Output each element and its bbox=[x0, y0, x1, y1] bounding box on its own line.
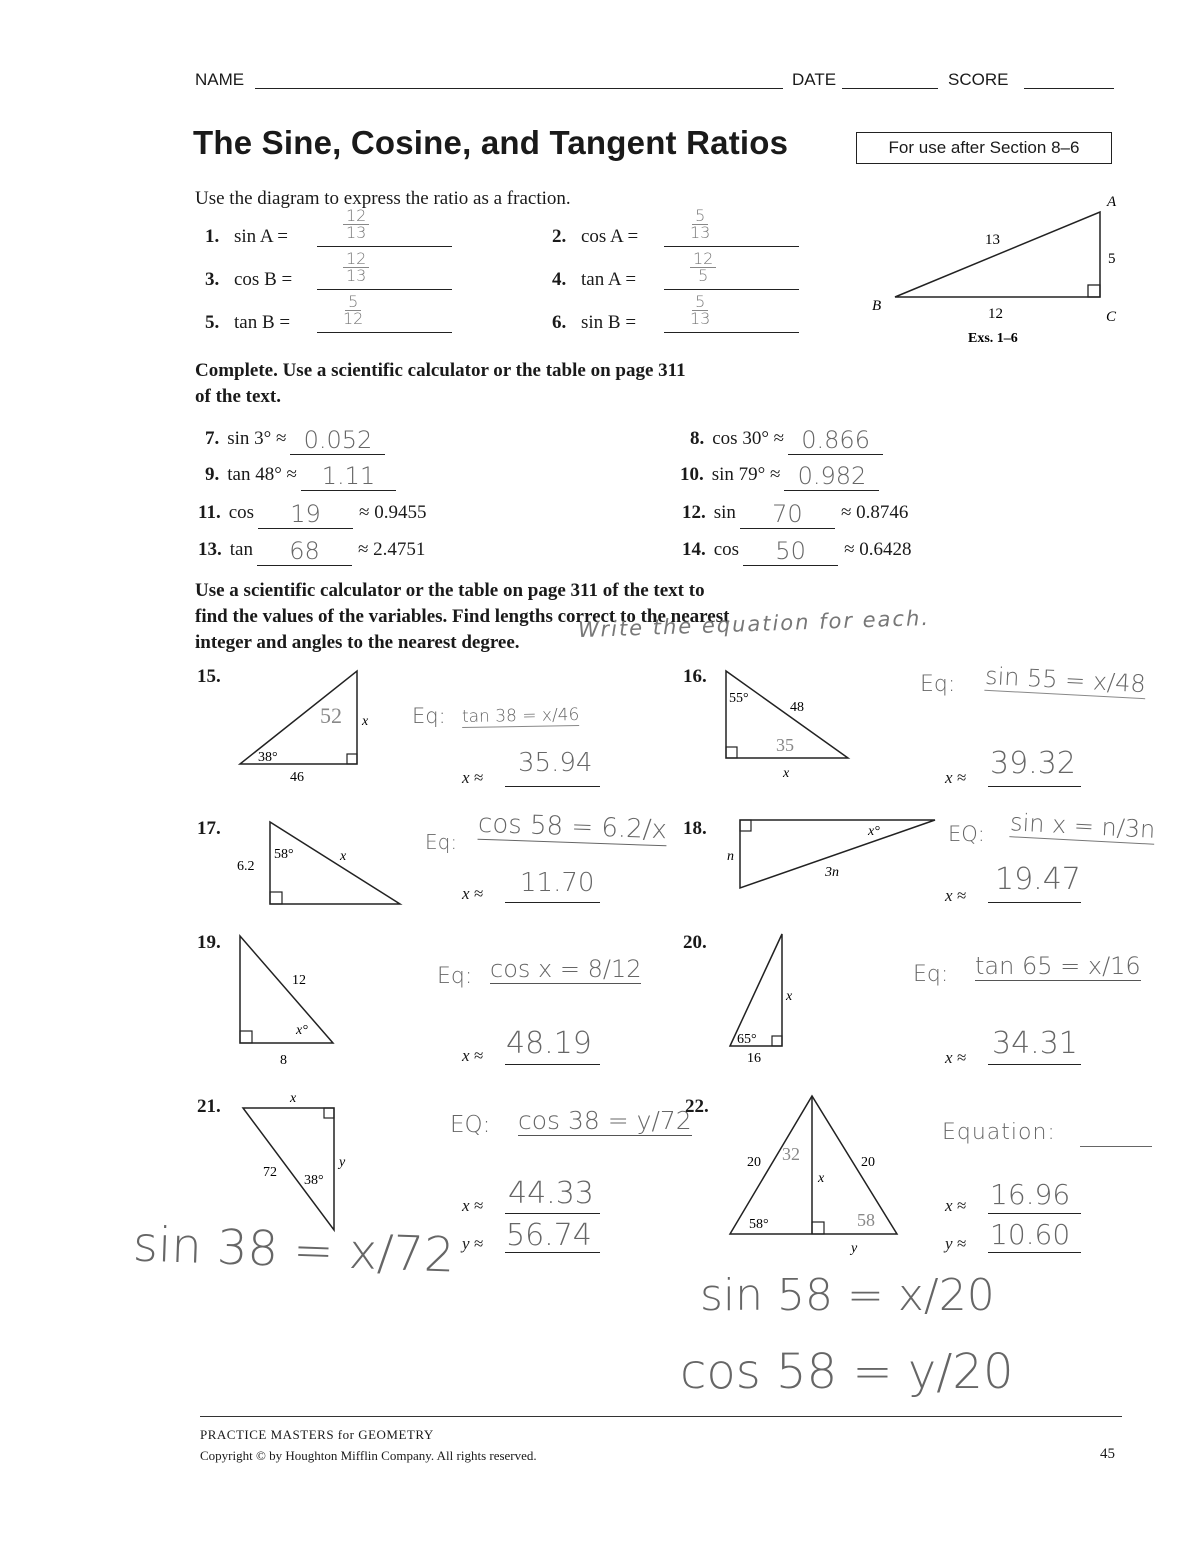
page-number: 45 bbox=[1100, 1446, 1115, 1462]
p20-base: 16 bbox=[747, 1051, 761, 1066]
p17-number: 17. bbox=[197, 818, 221, 839]
p17-triangle bbox=[230, 812, 410, 912]
p21-angle: 38° bbox=[304, 1173, 324, 1188]
part1-item-number: 6. bbox=[552, 312, 567, 333]
part2-item-expr: tan 48° ≈ bbox=[227, 464, 297, 485]
p21-y-label: y ≈ bbox=[462, 1234, 484, 1253]
p15-var: x bbox=[362, 714, 369, 729]
part2-answer[interactable]: 68 bbox=[257, 537, 352, 566]
p22-var-x: x bbox=[818, 1171, 825, 1186]
p22-angle2: 58 bbox=[857, 1210, 875, 1230]
part2-item-expr: cos bbox=[713, 539, 740, 560]
p19-number: 19. bbox=[197, 932, 221, 953]
p18-triangle bbox=[720, 808, 950, 898]
p22-left: 20 bbox=[747, 1155, 761, 1170]
p15-eq-label: Eq: bbox=[412, 704, 446, 728]
footer-line1: PRACTICE MASTERS for GEOMETRY bbox=[200, 1427, 434, 1442]
part2-item-result: ≈ 0.6428 bbox=[844, 539, 912, 560]
part1-answer-numerator: 5 bbox=[692, 294, 708, 311]
p15-eq: tan 38 = x/46 bbox=[461, 704, 580, 728]
part1-answer-numerator: 5 bbox=[345, 294, 361, 311]
label-a: A bbox=[1107, 194, 1117, 210]
label-leg-h: 12 bbox=[988, 306, 1003, 322]
p21-y-answer: 56.74 bbox=[506, 1218, 592, 1253]
p19-angle: x° bbox=[296, 1023, 308, 1038]
part2-item-number: 10. bbox=[680, 464, 704, 485]
part3-instruction-2: find the values of the variables. Find lengths correct to the nearest bbox=[195, 606, 730, 627]
p19-eq-label: Eq: bbox=[437, 964, 473, 989]
date-field[interactable] bbox=[842, 88, 938, 89]
p22-y-label: y ≈ bbox=[945, 1234, 967, 1253]
p19-triangle bbox=[230, 928, 360, 1068]
part1-answer bbox=[343, 294, 363, 327]
footer-rule bbox=[200, 1416, 1122, 1417]
p16-x-label: x ≈ bbox=[945, 768, 967, 787]
p21-side: y bbox=[339, 1155, 346, 1170]
p15-x-label: x ≈ bbox=[462, 768, 484, 787]
p22-x-answer: 16.96 bbox=[990, 1178, 1071, 1211]
p16-triangle bbox=[718, 665, 868, 785]
diagram-caption: Exs. 1–6 bbox=[968, 331, 1018, 346]
part3-instruction-1: Use a scientific calculator or the table on page 311 of the text to bbox=[195, 580, 705, 601]
date-label: DATE bbox=[792, 70, 837, 89]
part2-item-expr: cos bbox=[228, 502, 255, 523]
right-angle-mark bbox=[1088, 285, 1100, 297]
part2-instruction-1: Complete. Use a scientific calculator or the table on page 311 bbox=[195, 360, 686, 381]
part2-item bbox=[682, 496, 909, 528]
p18-side: n bbox=[727, 849, 734, 864]
p17-x-label: x ≈ bbox=[462, 884, 484, 903]
p22-number: 22. bbox=[685, 1096, 709, 1117]
part2-item-expr: sin 79° ≈ bbox=[711, 464, 781, 485]
p22-x-label: x ≈ bbox=[945, 1196, 967, 1215]
part2-answer[interactable]: 0.866 bbox=[788, 426, 883, 455]
p18-x-label: x ≈ bbox=[945, 886, 967, 905]
p21-eq: cos 38 = y/72 bbox=[518, 1106, 692, 1135]
p20-eq: tan 65 = x/16 bbox=[975, 952, 1141, 980]
part2-item-expr: tan bbox=[229, 539, 253, 560]
p16-x-answer: 39.32 bbox=[990, 746, 1076, 781]
p20-angle: 65° bbox=[737, 1032, 757, 1047]
part1-answer-line[interactable] bbox=[317, 246, 452, 247]
part1-answer-line[interactable] bbox=[317, 289, 452, 290]
part2-item bbox=[682, 533, 912, 565]
p16-eq: sin 55 = x/48 bbox=[984, 661, 1147, 699]
p19-x-label: x ≈ bbox=[462, 1046, 484, 1065]
part1-instruction: Use the diagram to express the ratio as a fraction. bbox=[195, 188, 571, 209]
p22-apex: 32 bbox=[782, 1144, 800, 1164]
p21-work: sin 38 = x/72 bbox=[132, 1216, 456, 1284]
part2-answer[interactable]: 0.982 bbox=[784, 462, 879, 491]
p22-work-2: cos 58 = y/20 bbox=[680, 1344, 1014, 1400]
p17-eq-label: Eq: bbox=[425, 830, 458, 854]
part1-item-expr: tan A = bbox=[581, 269, 637, 290]
part2-item-number: 9. bbox=[205, 464, 220, 485]
p16-eq-label: Eq: bbox=[920, 672, 956, 697]
part2-answer[interactable]: 50 bbox=[743, 537, 838, 566]
p22-eq-label: Equation: bbox=[942, 1120, 1056, 1145]
p22-right: 20 bbox=[861, 1155, 875, 1170]
part1-answer-line[interactable] bbox=[317, 332, 452, 333]
p17-angle: 58° bbox=[274, 847, 294, 862]
part1-item-expr: tan B = bbox=[234, 312, 291, 333]
part1-answer bbox=[343, 208, 369, 241]
p22-angle: 58° bbox=[749, 1217, 769, 1232]
part1-answer-numerator: 12 bbox=[343, 208, 369, 225]
part1-answer-denominator: 13 bbox=[690, 223, 711, 242]
part1-answer-numerator: 12 bbox=[343, 251, 369, 268]
p15-angle: 38° bbox=[258, 750, 278, 765]
part2-item-number: 7. bbox=[205, 428, 220, 449]
p15-number: 15. bbox=[197, 666, 221, 687]
part1-item-number: 1. bbox=[205, 226, 220, 247]
exs1-6-diagram bbox=[860, 190, 1130, 350]
score-label: SCORE bbox=[948, 70, 1009, 89]
part1-answer-numerator: 5 bbox=[692, 208, 708, 225]
p20-var: x bbox=[786, 989, 793, 1004]
part3-instruction-3: integer and angles to the nearest degree. bbox=[195, 632, 520, 653]
p16-number: 16. bbox=[683, 666, 707, 687]
label-leg-v: 5 bbox=[1108, 251, 1116, 267]
p15-angle2: 52 bbox=[320, 703, 342, 728]
p16-angle: 55° bbox=[729, 691, 749, 706]
label-hyp: 13 bbox=[985, 232, 1000, 248]
name-field[interactable] bbox=[255, 88, 783, 89]
part2-item-expr: sin 3° ≈ bbox=[227, 428, 287, 449]
section-box: For use after Section 8–6 bbox=[856, 132, 1112, 164]
part2-item bbox=[205, 422, 391, 454]
part2-item-result: ≈ 0.8746 bbox=[840, 502, 909, 523]
p18-eq-label: EQ: bbox=[948, 822, 985, 846]
p22-y-answer: 10.60 bbox=[990, 1218, 1071, 1251]
part2-answer[interactable]: 1.11 bbox=[301, 462, 396, 491]
part1-answer-line[interactable] bbox=[664, 332, 799, 333]
part1-item-number: 2. bbox=[552, 226, 567, 247]
footer-line2: Copyright © by Houghton Mifflin Company. All rights reserved. bbox=[200, 1448, 537, 1463]
p17-x-answer: 11.70 bbox=[520, 868, 595, 898]
p21-triangle bbox=[235, 1088, 365, 1238]
part2-answer[interactable]: 19 bbox=[258, 500, 353, 529]
p21-hyp: 72 bbox=[263, 1165, 277, 1180]
p21-top: x bbox=[290, 1091, 297, 1106]
p22-triangle bbox=[725, 1090, 910, 1260]
part1-answer-denominator: 13 bbox=[346, 223, 367, 242]
part2-item bbox=[690, 422, 889, 454]
p17-eq: cos 58 = 6.2/x bbox=[477, 808, 668, 846]
part2-instruction-2: of the text. bbox=[195, 386, 281, 407]
p22-work-1: sin 58 = x/20 bbox=[700, 1270, 995, 1321]
part1-item-number: 3. bbox=[205, 269, 220, 290]
p22-eq-line bbox=[1080, 1146, 1152, 1147]
p20-x-answer: 34.31 bbox=[992, 1026, 1078, 1061]
part2-item bbox=[680, 458, 885, 490]
part2-item-result: ≈ 2.4751 bbox=[357, 539, 426, 560]
part1-item-expr: sin A = bbox=[234, 226, 289, 247]
p18-eq: sin x = n/3n bbox=[1009, 808, 1157, 844]
p22-var-y: y bbox=[851, 1241, 858, 1256]
name-label: NAME bbox=[195, 70, 245, 89]
part1-answer-line[interactable] bbox=[664, 289, 799, 290]
p21-x-answer: 44.33 bbox=[508, 1176, 594, 1211]
p15-base: 46 bbox=[290, 770, 304, 785]
p19-base: 8 bbox=[280, 1053, 287, 1068]
p20-x-label: x ≈ bbox=[945, 1048, 967, 1067]
part1-item-expr: cos B = bbox=[234, 269, 293, 290]
part1-answer-line[interactable] bbox=[664, 246, 799, 247]
p21-x-label: x ≈ bbox=[462, 1196, 484, 1215]
part1-answer bbox=[343, 251, 369, 284]
part1-item-expr: sin B = bbox=[581, 312, 637, 333]
label-b: B bbox=[872, 298, 882, 314]
part2-item-number: 13. bbox=[198, 539, 222, 560]
part2-item-number: 8. bbox=[690, 428, 705, 449]
part1-answer-denominator: 12 bbox=[343, 309, 364, 328]
handwritten-note: Write the equation for each. bbox=[577, 605, 931, 643]
p17-var: x bbox=[340, 849, 347, 864]
part2-item-expr: sin bbox=[713, 502, 736, 523]
part1-item-number: 4. bbox=[552, 269, 567, 290]
part1-answer bbox=[690, 251, 716, 284]
p16-var: x bbox=[783, 766, 790, 781]
p15-x-answer: 35.94 bbox=[518, 748, 593, 778]
part1-answer-denominator: 13 bbox=[690, 309, 711, 328]
part2-answer[interactable]: 0.052 bbox=[290, 426, 385, 455]
p19-hyp: 12 bbox=[292, 973, 306, 988]
p21-eq-label: EQ: bbox=[450, 1112, 491, 1138]
p16-angle2: 35 bbox=[776, 735, 794, 755]
part1-answer-numerator: 12 bbox=[690, 251, 716, 268]
page-title: The Sine, Cosine, and Tangent Ratios bbox=[193, 124, 789, 161]
label-c: C bbox=[1106, 309, 1117, 325]
triangle-abc bbox=[895, 212, 1100, 297]
p15-triangle bbox=[230, 665, 390, 785]
p18-hyp: 3n bbox=[825, 865, 839, 880]
part2-answer[interactable]: 70 bbox=[740, 500, 835, 529]
p20-number: 20. bbox=[683, 932, 707, 953]
part2-item-number: 12. bbox=[682, 502, 706, 523]
p18-x-answer: 19.47 bbox=[995, 862, 1081, 897]
part2-item-number: 14. bbox=[682, 539, 706, 560]
p16-hyp: 48 bbox=[790, 700, 804, 715]
score-field[interactable] bbox=[1024, 88, 1114, 89]
part1-answer-denominator: 13 bbox=[346, 266, 367, 285]
p19-eq: cos x = 8/12 bbox=[490, 955, 642, 983]
part2-item bbox=[205, 458, 402, 490]
part2-item bbox=[198, 533, 426, 565]
part1-item-number: 5. bbox=[205, 312, 220, 333]
p18-number: 18. bbox=[683, 818, 707, 839]
p20-triangle bbox=[725, 928, 835, 1068]
part1-answer-denominator: 5 bbox=[698, 266, 709, 285]
p20-eq-label: Eq: bbox=[913, 962, 949, 987]
p18-angle: x° bbox=[868, 824, 880, 839]
part1-answer bbox=[690, 208, 710, 241]
part2-item-expr: cos 30° ≈ bbox=[712, 428, 785, 449]
part1-item-expr: cos A = bbox=[581, 226, 639, 247]
part2-item-number: 11. bbox=[198, 502, 221, 523]
p17-side: 6.2 bbox=[237, 859, 255, 874]
part2-item bbox=[198, 496, 427, 528]
p19-x-answer: 48.19 bbox=[506, 1026, 592, 1061]
part2-item-result: ≈ 0.9455 bbox=[359, 502, 427, 523]
p21-number: 21. bbox=[197, 1096, 221, 1117]
part1-answer bbox=[690, 294, 710, 327]
